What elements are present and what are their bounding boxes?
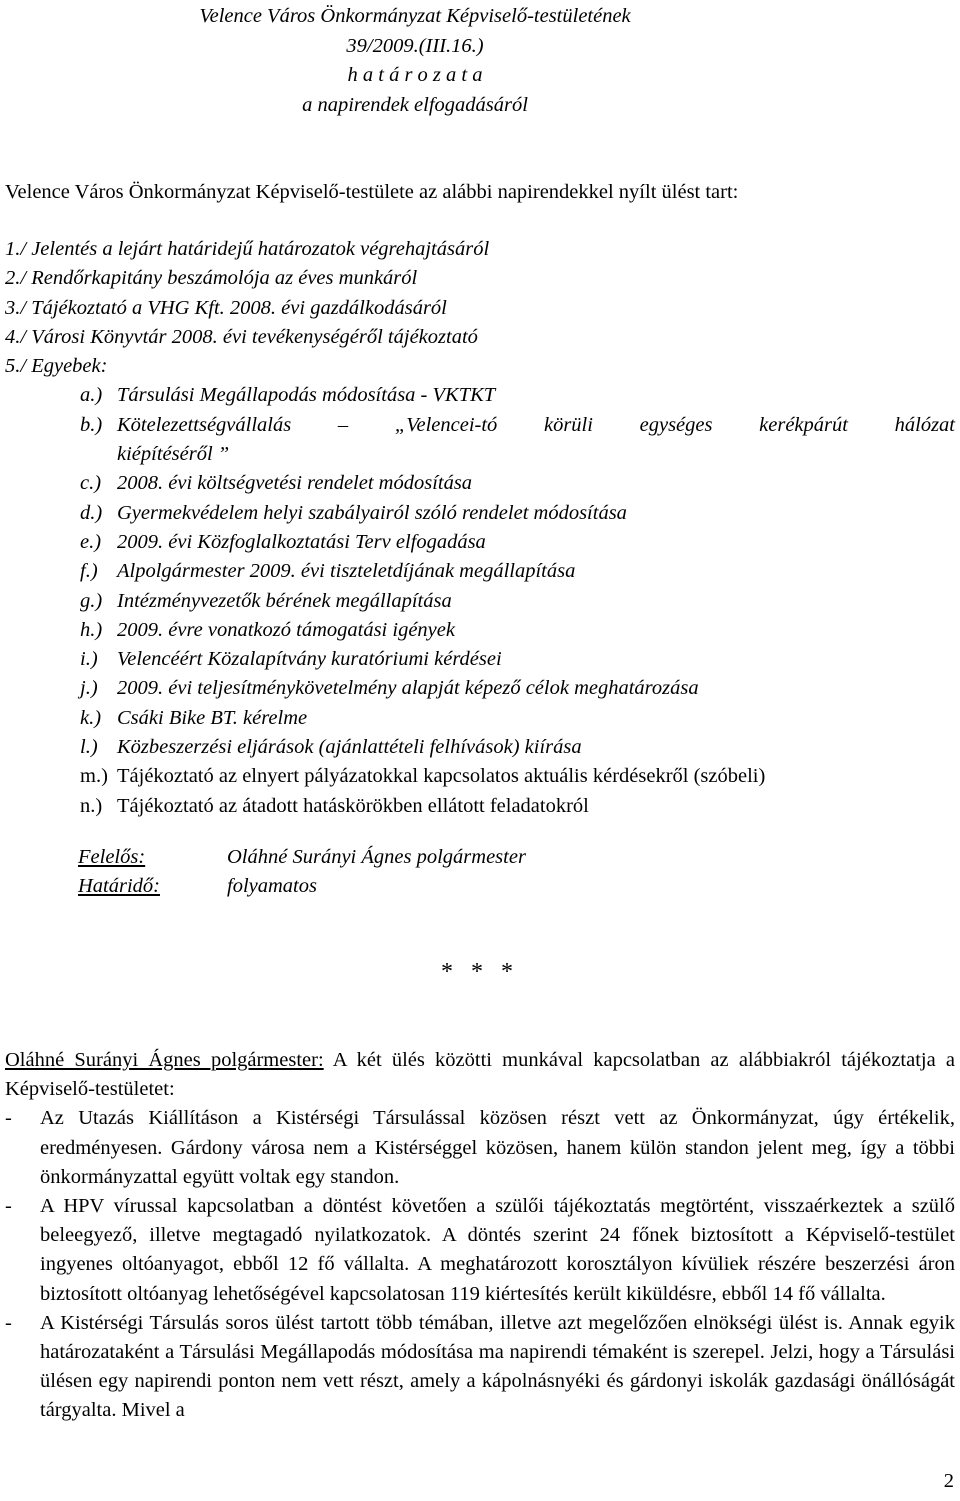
subitem-text: 2008. évi költségvetési rendelet módosítása: [117, 472, 473, 495]
subitem-label: e.): [80, 530, 102, 553]
agenda-subitem: [5, 674, 955, 703]
title-line-4: a napirendek elfogadásáról: [302, 93, 528, 116]
agenda-list: [5, 235, 955, 821]
bullet-item: [5, 1104, 955, 1192]
agenda-subitem: [5, 469, 955, 498]
subitem-text: Tájékoztató az elnyert pályázatokkal kapcsolatos aktuális kérdésekről (szóbeli): [117, 765, 766, 788]
resolution-title: [0, 2, 830, 120]
bullet-text: Az Utazás Kiállításon a Kistérségi Társulással közösen részt vett az Önkormányzat, úgy értékelik, eredményesen. Gárdony városa nem a Kistérséggel közösen, hanem külön standon jelent meg, így a többi önkormányzattal együtt voltak egy standon.: [40, 1107, 955, 1188]
agenda-subitem: [5, 704, 955, 733]
intro-text: Velence Város Önkormányzat Képviselő-testülete az alábbi napirendekkel nyílt ülést tart:: [5, 181, 739, 203]
hatarido-label: Határidő:: [78, 875, 160, 898]
agenda-item-1: 1./ Jelentés a lejárt határidejű határozatok végrehajtásáról: [5, 238, 490, 260]
agenda-subitem: [5, 557, 955, 586]
bullet-dash: -: [5, 1107, 12, 1130]
subitem-label: f.): [80, 560, 98, 583]
subitem-label: l.): [80, 736, 98, 759]
agenda-subitem: [5, 733, 955, 762]
subitem-label: h.): [80, 618, 103, 641]
subitem-text: Velencéért Közalapítvány kuratóriumi kérdései: [117, 648, 502, 671]
agenda-item-3: 3./ Tájékoztató a VHG Kft. 2008. évi gazdálkodásáról: [5, 296, 447, 319]
bullet-text: A Kistérségi Társulás soros ülést tartott több témában, illetve azt megelőzően elnökségi ülést is. Annak egyik határozataként a Társulási Megállapodás módosítása ma napirendi témaként is szerepel. Jelzi, hogy a Társulási ülésen egy napirendi ponton nem vett részt, amely a kápolnásnyéki és gárdonyi iskolák gazdasági önállóságát tárgyalta. Mivel a: [40, 1311, 955, 1422]
subitem-text: Alpolgármester 2009. évi tiszteletdíjának megállapítása: [117, 560, 576, 583]
subitem-text: Csáki Bike BT. kérelme: [117, 706, 308, 729]
title-line-1: Velence Város Önkormányzat Képviselő-testületének: [199, 5, 631, 27]
bullet-item: [5, 1192, 955, 1309]
speaker-intro: A két ülés közötti munkával kapcsolatban az alábbiakról tájékoztatja a Képviselő-testületet:: [5, 1049, 955, 1101]
agenda-item-4: 4./ Városi Könyvtár 2008. évi tevékenységéről tájékoztató: [5, 325, 478, 348]
subitem-text: Gyermekvédelem helyi szabályairól szóló rendelet módosítása: [117, 501, 627, 524]
agenda-subitem: [5, 762, 955, 791]
agenda-item-2: 2./ Rendőrkapitány beszámolója az éves munkáról: [5, 267, 418, 290]
subitem-label: k.): [80, 706, 102, 729]
section-separator: * * *: [441, 959, 519, 985]
subitem-label: i.): [80, 648, 98, 671]
felelos-value: Oláhné Surányi Ágnes polgármester: [227, 846, 526, 868]
speaker-paragraph: [5, 1046, 955, 1104]
agenda-item-5: 5./ Egyebek:: [5, 355, 108, 378]
subitem-text: Intézményvezetők bérének megállapítása: [117, 589, 452, 612]
bullet-item: [5, 1309, 955, 1426]
bullet-text: A HPV vírussal kapcsolatban a döntést követően a szülői tájékoztatás megtörtént, visszaérkeztek a szülő beleegyező, illetve megtagadó nyilatkozatok. A döntés szerint 24 főnek biztosított a Képviselő-testület ingyenes oltóanyagot, ebből 12 fő vállalta. A meghatározott korosztályon kívüliek részére beszerzési áron biztosított oltóanyag lehetőségével kapcsolatosan 119 kiértesítés került kiküldésre, ebből 14 fő vállalta.: [40, 1195, 955, 1305]
subitem-label: b.): [80, 413, 103, 436]
subitem-label: m.): [80, 765, 108, 788]
subitem-text: Tájékoztató az átadott hatáskörökben ellátott feladatokról: [117, 794, 589, 817]
subitem-text: 2009. évre vonatkozó támogatási igények: [117, 618, 455, 641]
subitem-text: Kötelezettségvállalás – „Velencei-tó körüli egységes kerékpárút hálózat: [117, 413, 955, 436]
agenda-subitem: [5, 499, 955, 528]
agenda-subitem: [5, 792, 955, 821]
agenda-subitem: [5, 645, 955, 674]
subitem-text: Közbeszerzési eljárások (ajánlattételi felhívások) kiírása: [117, 736, 582, 759]
subitem-text: Társulási Megállapodás módosítása - VKTKT: [117, 384, 496, 407]
hatarido-value: folyamatos: [227, 875, 317, 898]
agenda-subitem: [5, 616, 955, 645]
bullet-dash: -: [5, 1195, 12, 1218]
speaker-name: Oláhné Surányi Ágnes polgármester:: [5, 1049, 324, 1071]
subitem-label: n.): [80, 794, 103, 817]
title-line-3: h a t á r o z a t a: [347, 64, 483, 86]
agenda-subitem: [5, 528, 955, 557]
page-number: 2: [943, 1470, 954, 1492]
agenda-subitem: [5, 381, 955, 410]
subitem-label: g.): [80, 589, 103, 612]
bullet-dash: -: [5, 1311, 12, 1334]
minutes-body: [5, 1046, 955, 1426]
subitem-text-continuation: kiépítéséről ”: [117, 442, 230, 465]
subitem-label: c.): [80, 472, 102, 495]
title-line-2: 39/2009.(III.16.): [346, 34, 484, 57]
agenda-subitem: [5, 587, 955, 616]
subitem-label: a.): [80, 384, 103, 407]
subitem-label: j.): [80, 677, 98, 700]
agenda-subitem: [5, 411, 955, 470]
subitem-label: d.): [80, 501, 103, 524]
subitem-text: 2009. évi Közfoglalkoztatási Terv elfogadása: [117, 530, 486, 553]
felelos-label: Felelős:: [78, 846, 146, 868]
subitem-text: 2009. évi teljesítménykövetelmény alapját képező célok meghatározása: [117, 677, 699, 700]
